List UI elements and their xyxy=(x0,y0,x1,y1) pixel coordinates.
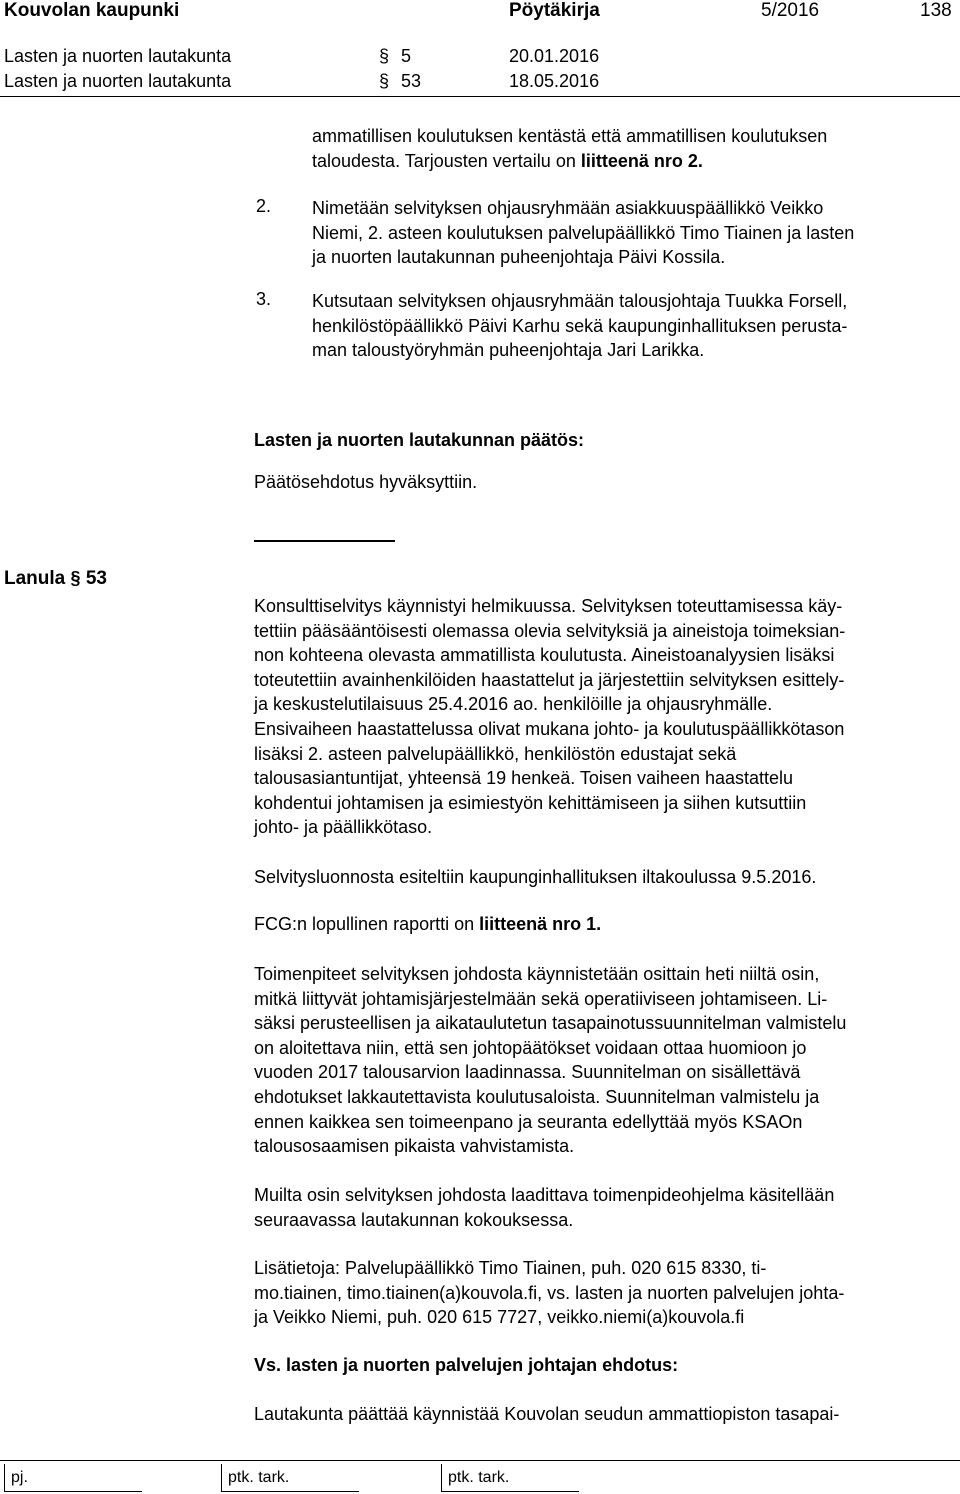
header-section-2: 53 xyxy=(401,71,422,91)
footer-tick-1 xyxy=(4,1464,5,1492)
item-number-2: 2. xyxy=(256,196,272,216)
body-paragraph-4: Toimenpiteet selvityksen johdosta käynnistetään osittain heti niiltä osin, mitkä liittyvät johtamisjärjestelmään sekä operatiiviseen johtamiseen. Li- säksi perusteellisen ja aikataulutetun tasapainotussuunnitelman valmistelu on aloitettava niin, että sen johtopäätökset voidaan ottaa huomioon jo vuoden 2017 talousarvion laadinnassa. Suunnitelman on sisällettävä ehdotukset lakkautettavista koulutusaloista. Suunnitelman valmistelu ja ennen kaikkea sen toimeenpano ja seuranta edellyttää myös KSAOn talousosaamisen pikaista vahvistamista. xyxy=(254,964,847,1157)
section-sign: § xyxy=(70,568,81,588)
attachment-ref-1: liitteenä nro 1. xyxy=(479,914,602,934)
document-type: Pöytäkirja xyxy=(509,0,600,21)
footer-field-chair: pj. xyxy=(11,1469,28,1486)
document-number: 5/2016 xyxy=(761,0,820,21)
footer-line-1 xyxy=(4,1491,142,1492)
footer-tick-2 xyxy=(221,1464,222,1492)
header-divider xyxy=(0,96,960,97)
header-date-2: 18.05.2016 xyxy=(509,71,600,91)
footer-divider xyxy=(0,1460,960,1461)
footer-field-checker-1: ptk. tark. xyxy=(228,1469,290,1486)
decision-text: Päätösehdotus hyväksyttiin. xyxy=(254,472,478,492)
page-number: 138 xyxy=(920,0,952,21)
body-paragraph-2: Selvitysluonnosta esiteltiin kaupunginhallituksen iltakoulussa 9.5.2016. xyxy=(254,867,817,887)
proposal-text: Lautakunta päättää käynnistää Kouvolan seudun ammattiopiston tasapai- xyxy=(254,1404,840,1424)
header-date-1: 20.01.2016 xyxy=(509,46,600,66)
attachment-ref: liitteenä nro 2. xyxy=(580,150,703,171)
section-sign-2: § xyxy=(379,71,390,91)
body-paragraph-3: FCG:n lopullinen raportti on liitteenä nro 1. xyxy=(254,914,602,934)
proposal-heading: Vs. lasten ja nuorten palvelujen johtajan ehdotus: xyxy=(254,1355,679,1375)
header-section-1: 5 xyxy=(401,46,412,66)
section-label: Lanula § 53 xyxy=(4,568,107,589)
city-name: Kouvolan kaupunki xyxy=(4,0,180,21)
contact-info: Lisätietoja: Palvelupäällikkö Timo Tiainen, puh. 020 615 8330, ti- mo.tiainen, timo.tiainen(a)kouvola.fi, vs. lasten ja nuorten palvelujen johta- ja Veikko Niemi, puh. 020 615 7727, veikko.niemi(a)kouvola.fi xyxy=(254,1258,845,1328)
section-sign-1: § xyxy=(379,46,390,66)
intro-paragraph: ammatillisen koulutuksen kentästä että ammatillisen koulutuksen taloudesta. Tarjousten vertailu on liitteenä nro 2. xyxy=(312,126,828,171)
section-separator xyxy=(254,540,395,542)
body-paragraph-5: Muilta osin selvityksen johdosta laadittava toimenpideohjelma käsitellään seuraavassa lautakunnan kokouksessa. xyxy=(254,1185,835,1230)
footer-tick-3 xyxy=(441,1464,442,1492)
footer-field-checker-2: ptk. tark. xyxy=(448,1469,510,1486)
item-3-text: Kutsutaan selvityksen ohjausryhmään talousjohtaja Tuukka Forsell, henkilöstöpäällikkö Päivi Karhu sekä kaupunginhallituksen perusta- man taloustyöryhmän puheenjohtaja Jari Larikka. xyxy=(312,291,848,360)
decision-heading: Lasten ja nuorten lautakunnan päätös: xyxy=(254,430,585,450)
item-2-text: Nimetään selvityksen ohjausryhmään asiakkuuspäällikkö Veikko Niemi, 2. asteen koulutuksen palvelupäällikkö Timo Tiainen ja lasten ja nuorten lautakunnan puheenjohtaja Päivi Kossila. xyxy=(312,198,855,267)
body-paragraph-1: Konsulttiselvitys käynnistyi helmikuussa. Selvityksen toteuttamisessa käy- tettiin pääsääntöisesti olemassa olevia selvityksiä ja aineistoja toimeksian- non kohteena olevasta ammatillista koulutusta. Aineistoanalyysien lisäksi toteutettiin avainhenkilöiden haastattelut ja järjestettiin selvityksen esittely- ja keskustelutilaisuus 25.4.2016 ao. henkilöille ja ohjausryhmälle. Ensivaiheen haastattelussa olivat mukana johto- ja koulutuspäällikkötason lisäksi 2. asteen palvelupäällikkö, henkilöstön edustajat sekä talousasiantuntijat, yhteensä 19 henkeä. Toisen vaiheen haastattelu kohdentui johtamisen ja esimiestyön kehittämiseen ja siihen kutsuttiin johto- ja päällikkötaso. xyxy=(254,596,846,838)
item-number-3: 3. xyxy=(256,289,272,309)
footer-line-2 xyxy=(221,1491,359,1492)
header-body-2: Lasten ja nuorten lautakunta xyxy=(4,71,232,91)
header-body-1: Lasten ja nuorten lautakunta xyxy=(4,46,232,66)
footer-line-3 xyxy=(441,1491,579,1492)
